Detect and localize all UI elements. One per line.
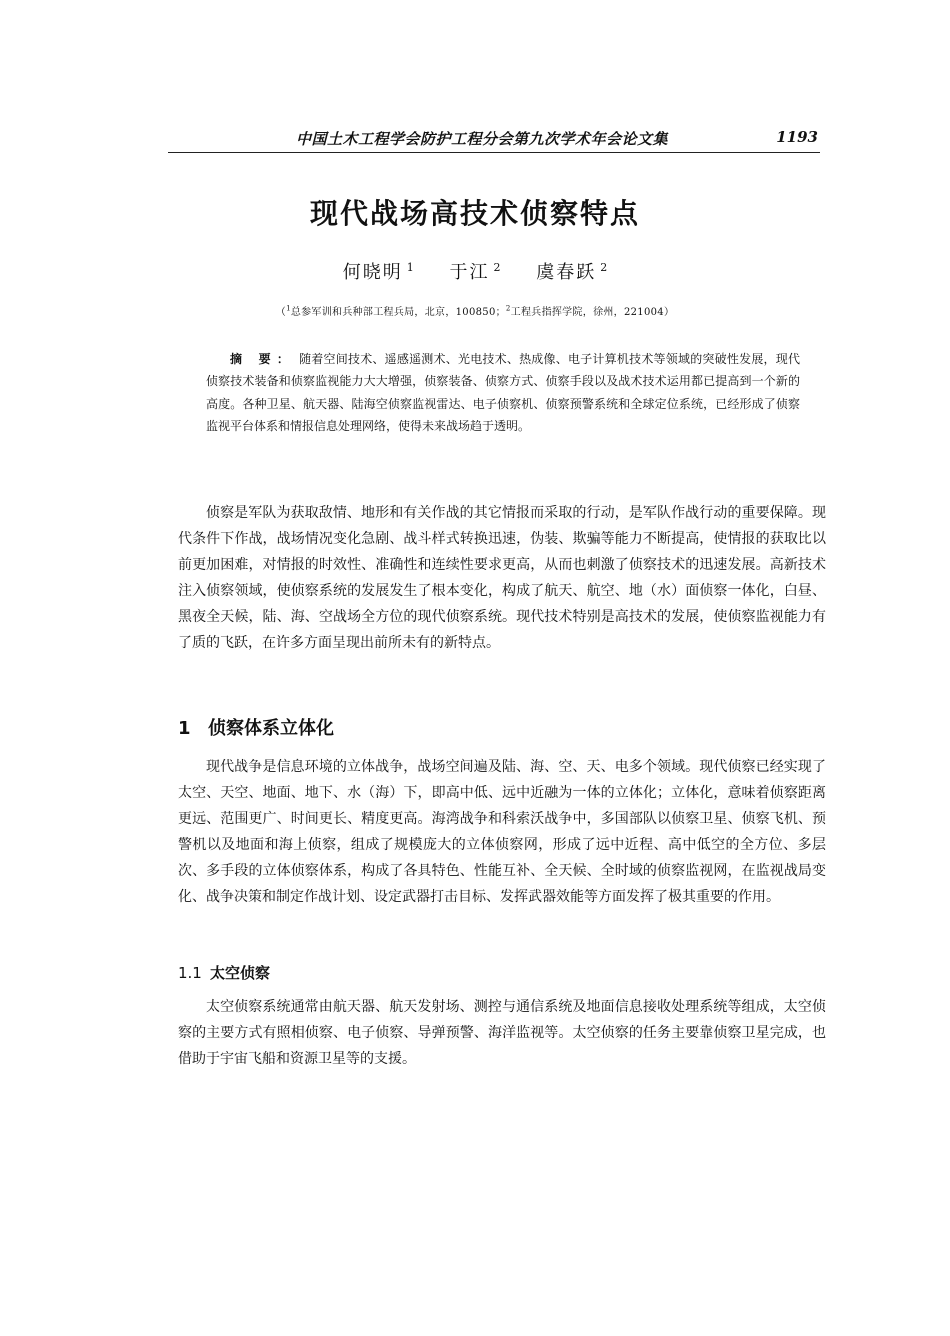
author-affiliation-mark: 2 [493,261,501,274]
affiliation-2: 工程兵指挥学院，徐州，221004） [510,307,675,318]
subsection-heading [178,962,270,983]
affiliation-line [0,303,950,318]
affiliation-mark: 2 [505,304,511,313]
abstract-label: 摘 要： [230,352,296,366]
section-paragraph: 现代战争是信息环境的立体战争，战场空间遍及陆、海、空、天、电多个领域。现代侦察已经实现了太空、天空、地面、地下、水（海）下，即高中低、远中近融为一体的立体化；立体化，意味着侦察距离更远、范围更广、时间更长、精度更高。海湾战争和科索沃战争中，多国部队以侦察卫星、侦察飞机、预警机以及地面和海上侦察，组成了规模庞大的立体侦察网，形成了远中近程、高中低空的全方位、多层次、多手段的立体侦察体系，构成了各具特色、性能互补、全天候、全时域的侦察监视网，在监视战局变化、战争决策和制定作战计划、设定武器打击目标、发挥武器效能等方面发挥了极其重要的作用。 [178,759,826,905]
subsection-number: 1.1 [178,964,202,982]
author [450,262,501,283]
subsection-title: 太空侦察 [210,964,271,982]
abstract-text: 随着空间技术、遥感遥测术、光电技术、热成像、电子计算机技术等领域的突破性发展，现代侦察技术装备和侦察监视能力大大增强，侦察装备、侦察方式、侦察手段以及战术技术运用都已提高到一个新的高度。各种卫星、航天器、陆海空侦察监视雷达、电子侦察机、侦察预警系统和全球定位系统，已经形成了侦察监视平台体系和情报信息处理网络，使得未来战场趋于透明。 [206,352,800,433]
section-heading [178,714,334,740]
subsection-paragraph: 太空侦察系统通常由航天器、航天发射场、测控与通信系统及地面信息接收处理系统等组成，太空侦察的主要方式有照相侦察、电子侦察、导弹预警、海洋监视等。太空侦察的任务主要靠侦察卫星完成，也借助于宇宙飞船和资源卫星等的支援。 [178,999,826,1067]
author-name: 虞春跃 [536,262,597,283]
author-affiliation-mark: 1 [406,261,414,274]
author-name: 于江 [449,262,490,283]
page-number: 1193 [776,128,818,146]
paper-title: 现代战场高技术侦察特点 [309,197,640,230]
section-title: 侦察体系立体化 [208,718,334,739]
author [536,262,607,283]
affiliation-mark: 1 [286,304,291,313]
author-name: 何晓明 [342,262,403,283]
journal-title: 中国土木工程学会防护工程分会第九次学术年会论文集 [296,130,669,148]
author-list [0,258,950,284]
affiliation-1: 总参军训和兵种部工程兵局，北京，100850； [290,307,506,318]
section-number: 1 [178,718,191,739]
author-affiliation-mark: 2 [600,261,608,274]
author [343,262,414,283]
abstract [206,348,800,437]
affiliation-open-paren: （ [275,307,287,318]
running-header [168,124,820,153]
intro-paragraph: 侦察是军队为获取敌情、地形和有关作战的其它情报而采取的行动，是军队作战行动的重要保障。现代条件下作战，战场情况变化急剧、战斗样式转换迅速，伪装、欺骗等能力不断提高，使情报的获取比以前更加困难，对情报的时效性、准确性和连续性要求更高，从而也刺激了侦察技术的迅速发展。高新技术注入侦察领域，使侦察系统的发展发生了根本变化，构成了航天、航空、地（水）面侦察一体化，白昼、黑夜全天候，陆、海、空战场全方位的现代侦察系统。现代技术特别是高技术的发展，使侦察监视能力有了质的飞跃，在许多方面呈现出前所未有的新特点。 [178,505,826,651]
